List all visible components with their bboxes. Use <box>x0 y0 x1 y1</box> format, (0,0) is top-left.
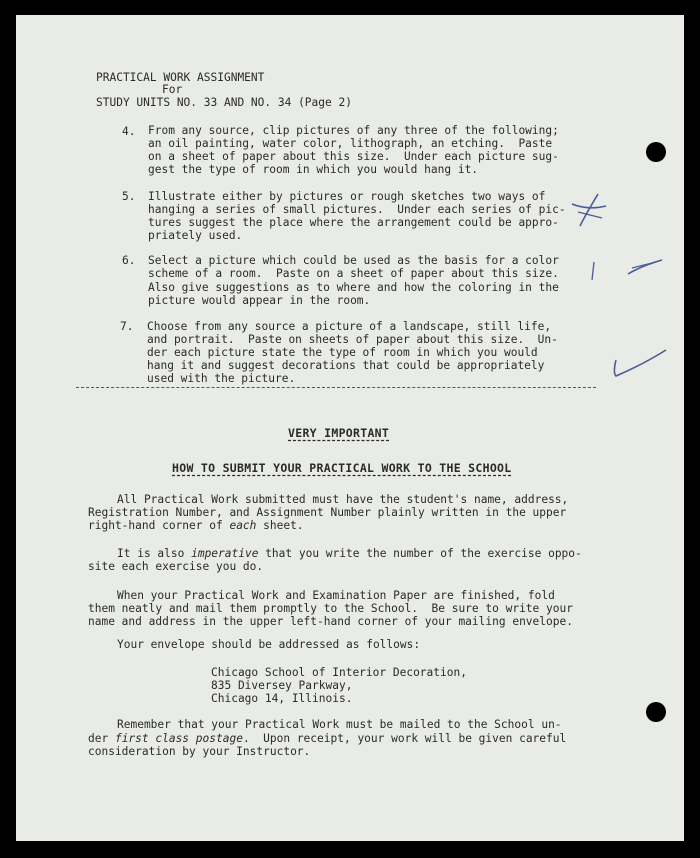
item-number: 7. <box>120 320 134 333</box>
para-line: Registration Number, and Assignment Number plainly written in the upper <box>88 506 567 519</box>
item-line: hanging a series of small pictures. Under each series of pic- <box>148 203 566 216</box>
item-line: and portrait. Paste on sheets of paper about this size. Un- <box>147 333 558 346</box>
very-important-heading: VERY IMPORTANT <box>288 426 390 440</box>
para-line: consideration by your Instructor. <box>88 745 311 758</box>
item-line: used with the picture. <box>147 372 296 385</box>
punch-hole-bottom <box>646 702 666 722</box>
item-line: picture would appear in the room. <box>148 294 371 307</box>
para-line: It is also imperative that you write the number of the exercise oppo- <box>117 547 582 560</box>
punch-hole-top <box>646 142 666 162</box>
item-line: Choose from any source a picture of a landscape, still life, <box>147 320 552 333</box>
para-line: them neatly and mail them promptly to the School. Be sure to write your <box>88 602 573 615</box>
item-number: 5. <box>122 190 136 203</box>
item-line: hang it and suggest decorations that could be appropriately <box>147 359 545 372</box>
dashed-divider <box>76 387 596 388</box>
item-line: Also give suggestions as to where and how the coloring in the <box>148 281 559 294</box>
para-line: All Practical Work submitted must have the student's name, address, <box>117 493 569 506</box>
item-number: 4. <box>122 125 136 138</box>
item-line: an oil painting, water color, lithograph, an etching. Paste <box>148 137 553 150</box>
pencil-check-mark <box>610 346 670 380</box>
item-line: From any source, clip pictures of any three of the following; <box>148 124 559 137</box>
para-line: der first class postage. Upon receipt, your work will be given careful <box>88 732 567 745</box>
item-line: Select a picture which could be used as the basis for a color <box>148 254 559 267</box>
address-line: Chicago School of Interior Decoration, <box>211 666 467 679</box>
item-number: 6. <box>122 254 136 267</box>
address-line: Chicago 14, Illinois. <box>211 692 353 705</box>
item-line: scheme of a room. Paste on a sheet of paper about this size. <box>148 267 559 280</box>
item-line: on a sheet of paper about this size. Under each picture sug- <box>148 150 559 163</box>
para-line: When your Practical Work and Examination Paper are finished, fold <box>117 589 555 602</box>
pencil-check-mark <box>586 256 666 282</box>
item-line: gest the type of room in which you would hang it. <box>148 163 479 176</box>
para-line: name and address in the upper left-hand corner of your mailing envelope. <box>88 615 573 628</box>
para-line: site each exercise you do. <box>88 560 264 573</box>
address-line: 835 Diversey Parkway, <box>211 679 353 692</box>
submit-heading: HOW TO SUBMIT YOUR PRACTICAL WORK TO THE SCHOOL <box>172 461 512 475</box>
header-units: STUDY UNITS NO. 33 AND NO. 34 (Page 2) <box>96 96 352 109</box>
pencil-x-mark <box>568 190 610 230</box>
item-line: tures suggest the place where the arrangement could be appro- <box>148 216 559 229</box>
para-line: Your envelope should be addressed as follows: <box>117 638 421 651</box>
item-line: priately used. <box>148 229 243 242</box>
item-line: der each picture state the type of room in which you would <box>147 346 538 359</box>
header-title: PRACTICAL WORK ASSIGNMENT <box>96 71 265 84</box>
para-line: right-hand corner of each sheet. <box>88 519 304 532</box>
item-line: Illustrate either by pictures or rough sketches two ways of <box>148 190 546 203</box>
para-line: Remember that your Practical Work must be mailed to the School un- <box>117 718 562 731</box>
header-for: For <box>162 83 183 96</box>
